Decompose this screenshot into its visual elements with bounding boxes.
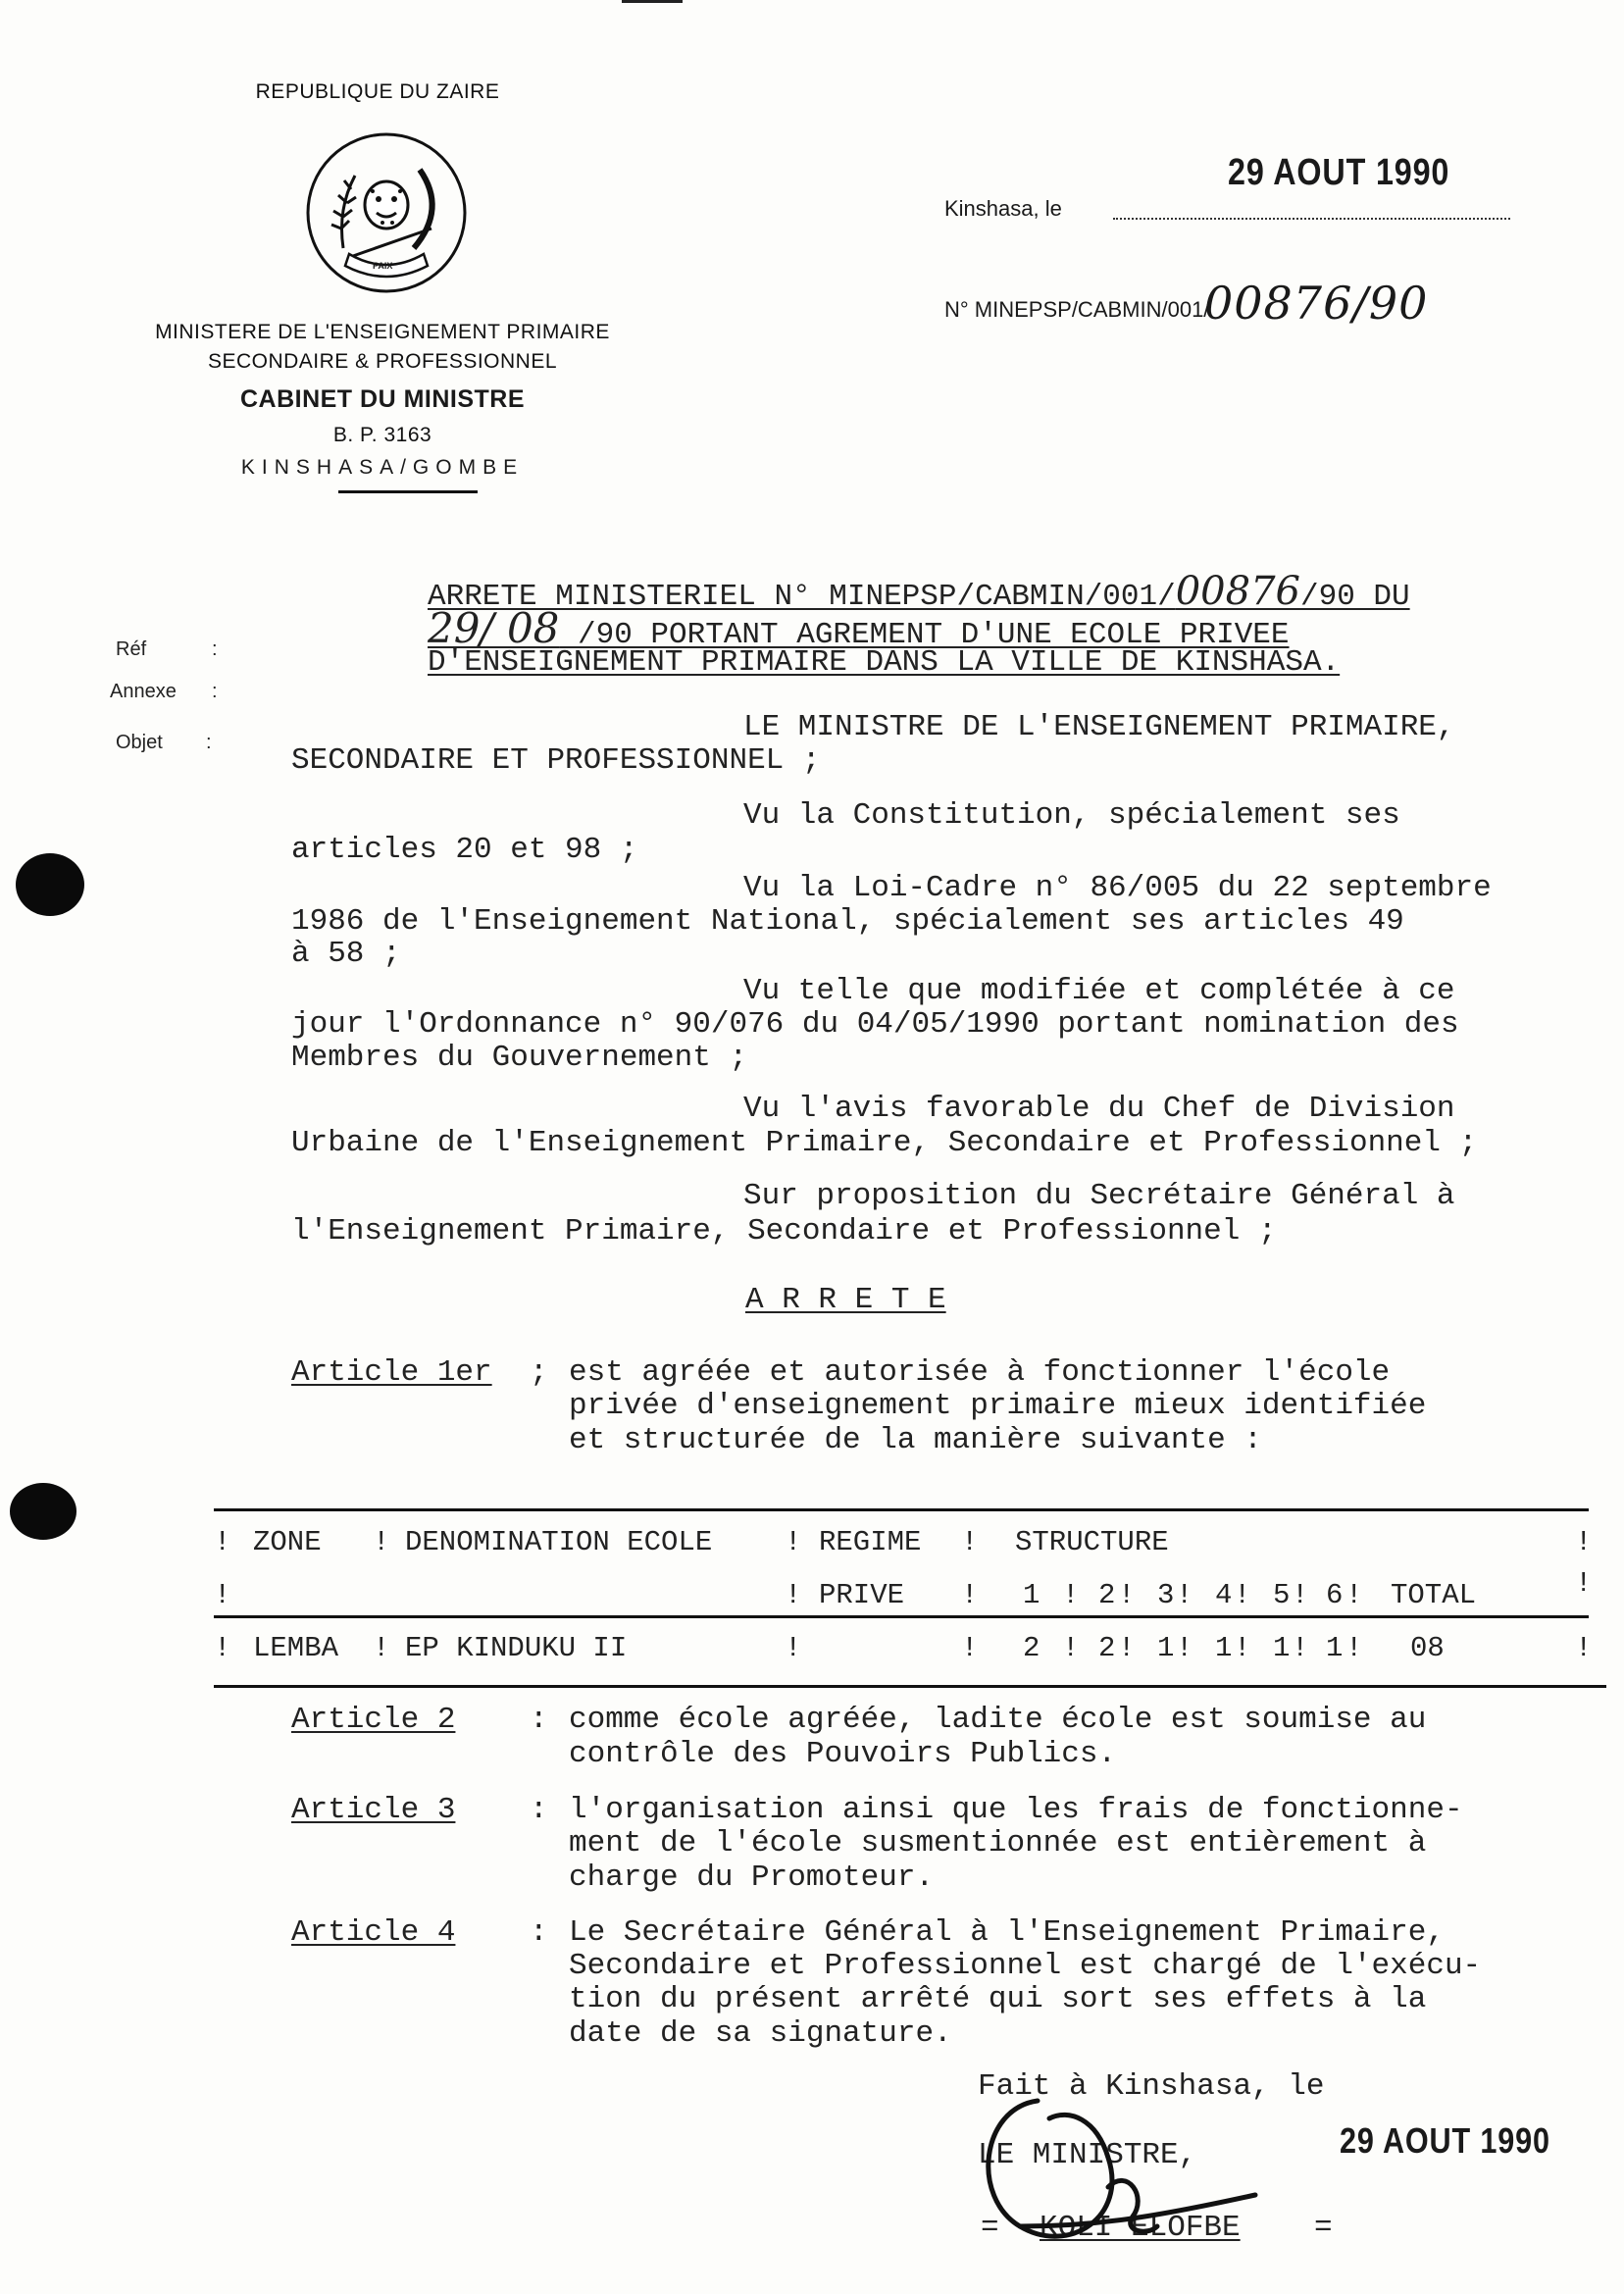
table-header-regime: REGIME <box>819 1526 922 1558</box>
table-cell-class: 1 <box>1273 1632 1291 1664</box>
col-separator: ! <box>1176 1632 1193 1664</box>
article-2-text-line: comme école agréée, ladite école est soumise au <box>569 1703 1427 1737</box>
minister-name-suffix: = <box>1314 2211 1333 2245</box>
article-4-text-line: date de sa signature. <box>569 2016 952 2051</box>
col-separator: ! <box>1118 1579 1136 1611</box>
annexe-label: Annexe <box>110 681 177 702</box>
preamble-indent-line: Vu la Constitution, spécialement ses <box>743 798 1400 833</box>
article-4-separator: : <box>530 1915 548 1950</box>
table-header-total: TOTAL <box>1391 1579 1477 1611</box>
article-3-text-line: l'organisation ainsi que les frais de fonctionne- <box>569 1793 1463 1827</box>
ref-label: Réf <box>116 638 147 660</box>
title-line-3: D'ENSEIGNEMENT PRIMAIRE DANS LA VILLE DE KINSHASA. <box>428 645 1341 680</box>
col-separator: ! <box>961 1526 979 1558</box>
table-header-class: 5 <box>1273 1579 1291 1611</box>
article-3-text-line: ment de l'école susmentionnée est entièrement à <box>569 1826 1427 1861</box>
ink-blot <box>16 853 84 916</box>
article-1-text-line: privée d'enseignement primaire mieux identifiée <box>569 1389 1427 1423</box>
table-header-structure: STRUCTURE <box>1015 1526 1169 1558</box>
article-2-text-line: contrôle des Pouvoirs Publics. <box>569 1737 1117 1771</box>
article-4-text-line: Secondaire et Professionnel est chargé de l'exécu- <box>569 1949 1482 1983</box>
cabinet-heading: CABINET DU MINISTRE <box>239 385 526 413</box>
table-header-denomination: DENOMINATION ECOLE <box>405 1526 713 1558</box>
preamble-indent-line: Vu l'avis favorable du Chef de Division <box>743 1092 1455 1126</box>
article-3-label: Article 3 <box>291 1793 456 1827</box>
table-cell-denomination: EP KINDUKU II <box>405 1632 628 1664</box>
annexe-colon: : <box>212 681 218 702</box>
col-separator: ! <box>214 1526 231 1558</box>
preamble-cont-line: Membres du Gouvernement ; <box>291 1041 748 1075</box>
col-separator: ! <box>1575 1632 1593 1664</box>
table-cell-total: 08 <box>1410 1632 1445 1664</box>
preamble-cont-line: 1986 de l'Enseignement National, spécialement ses articles 49 <box>291 904 1404 939</box>
ministry-line-2: SECONDAIRE & PROFESSIONNEL <box>207 350 558 373</box>
article-1-text-line: est agréée et autorisée à fonctionner l'école <box>569 1355 1391 1390</box>
article-4-label: Article 4 <box>291 1915 456 1950</box>
table-header-class: 1 <box>1023 1579 1040 1611</box>
col-separator: ! <box>1234 1632 1251 1664</box>
preamble-cont-line: jour l'Ordonnance n° 90/076 du 04/05/1990 portant nomination des <box>291 1007 1459 1042</box>
col-separator: ! <box>785 1526 802 1558</box>
col-separator: ! <box>1062 1632 1080 1664</box>
table-rule <box>214 1685 1606 1688</box>
col-separator: ! <box>373 1526 390 1558</box>
postal-box: B. P. 3163 <box>332 424 432 446</box>
col-separator: ! <box>785 1579 802 1611</box>
letterhead-city: KINSHASA/GOMBE <box>240 456 525 479</box>
article-4-text-line: Le Secrétaire Général à l'Enseignement Primaire, <box>569 1915 1445 1950</box>
col-separator: ! <box>785 1632 802 1664</box>
objet-colon: : <box>206 732 212 753</box>
article-3-text-line: charge du Promoteur. <box>569 1861 935 1895</box>
preamble-cont-line: à 58 ; <box>291 937 401 971</box>
table-cell-zone: LEMBA <box>253 1632 339 1664</box>
col-separator: ! <box>961 1632 979 1664</box>
col-separator: ! <box>1118 1632 1136 1664</box>
place-date-dotline <box>1113 218 1510 220</box>
preamble-cont-line: Urbaine de l'Enseignement Primaire, Secondaire et Professionnel ; <box>291 1126 1478 1160</box>
article-1-text-line: et structurée de la manière suivante : <box>569 1423 1262 1457</box>
city-underline <box>338 490 478 493</box>
col-separator: ! <box>214 1579 231 1611</box>
col-separator: ! <box>373 1632 390 1664</box>
arrete-heading: A R R E T E <box>745 1283 946 1317</box>
top-rule <box>622 0 683 3</box>
col-separator: ! <box>1575 1526 1593 1558</box>
col-separator: ! <box>1062 1579 1080 1611</box>
minister-name: KOLI ELOFBE <box>1040 2211 1241 2245</box>
table-header-class: 3 <box>1157 1579 1175 1611</box>
preamble-indent-line: LE MINISTRE DE L'ENSEIGNEMENT PRIMAIRE, <box>743 710 1455 744</box>
table-cell-class: 1 <box>1326 1632 1344 1664</box>
minister-name-prefix: = <box>981 2211 999 2245</box>
table-cell-class: 1 <box>1215 1632 1233 1664</box>
col-separator: ! <box>1345 1632 1363 1664</box>
table-rule <box>214 1508 1589 1511</box>
col-separator: ! <box>961 1579 979 1611</box>
article-2-separator: : <box>530 1703 548 1737</box>
table-rule <box>214 1615 1589 1618</box>
table-header-class: 6 <box>1326 1579 1344 1611</box>
reference-prefix: N° MINEPSP/CABMIN/001/ <box>944 297 1210 322</box>
preamble-cont-line: articles 20 et 98 ; <box>291 833 638 867</box>
article-1-label: Article 1er <box>291 1355 492 1390</box>
article-2-label: Article 2 <box>291 1703 456 1737</box>
preamble-indent-line: Vu la Loi-Cadre n° 86/005 du 22 septembre <box>743 871 1492 905</box>
col-separator: ! <box>1345 1579 1363 1611</box>
closing-date-stamp: 29 AOUT 1990 <box>1340 2120 1550 2161</box>
table-header-class: 2 <box>1098 1579 1116 1611</box>
col-separator: ! <box>1234 1579 1251 1611</box>
table-cell-class: 2 <box>1023 1632 1040 1664</box>
ref-colon: : <box>212 638 218 660</box>
ink-blot <box>10 1483 76 1540</box>
title-line-2: 29/ 08 /90 PORTANT AGREMENT D'UNE ECOLE PRIVEE <box>428 604 1290 652</box>
title-line-1: ARRETE MINISTERIEL N° MINEPSP/CABMIN/001/00876/90 DU <box>428 569 1410 614</box>
col-separator: ! <box>1292 1632 1309 1664</box>
closing-place: Fait à Kinshasa, le <box>978 2069 1325 2104</box>
col-separator: ! <box>1292 1579 1309 1611</box>
article-4-text-line: tion du présent arrêté qui sort ses effets à la <box>569 1982 1427 2016</box>
col-separator: ! <box>1575 1567 1593 1600</box>
table-header-class: 4 <box>1215 1579 1233 1611</box>
seal-motto-word: PAIX <box>373 261 393 271</box>
table-header-zone: ZONE <box>253 1526 322 1558</box>
date-stamp: 29 AOUT 1990 <box>1228 152 1450 193</box>
col-separator: ! <box>214 1632 231 1664</box>
place-date-label: Kinshasa, le <box>944 196 1062 221</box>
ministry-line-1: MINISTERE DE L'ENSEIGNEMENT PRIMAIRE <box>155 321 610 343</box>
article-1-separator: ; <box>530 1355 548 1390</box>
national-seal <box>304 130 469 295</box>
col-separator: ! <box>1176 1579 1193 1611</box>
preamble-cont-line: l'Enseignement Primaire, Secondaire et Professionnel ; <box>291 1214 1277 1249</box>
minister-signature <box>961 2079 1285 2275</box>
objet-label: Objet <box>116 732 163 753</box>
article-3-separator: : <box>530 1793 548 1827</box>
republic-heading: REPUBLIQUE DU ZAIRE <box>255 80 500 103</box>
reference-handwritten-number: 00876/90 <box>1204 277 1429 330</box>
preamble-indent-line: Vu telle que modifiée et complétée à ce <box>743 974 1455 1008</box>
minister-title: LE MINISTRE, <box>978 2138 1197 2172</box>
preamble-indent-line: Sur proposition du Secrétaire Général à <box>743 1179 1455 1213</box>
table-cell-class: 2 <box>1098 1632 1116 1664</box>
table-header-regime-sub: PRIVE <box>819 1579 905 1611</box>
preamble-cont-line: SECONDAIRE ET PROFESSIONNEL ; <box>291 743 821 778</box>
table-cell-class: 1 <box>1157 1632 1175 1664</box>
